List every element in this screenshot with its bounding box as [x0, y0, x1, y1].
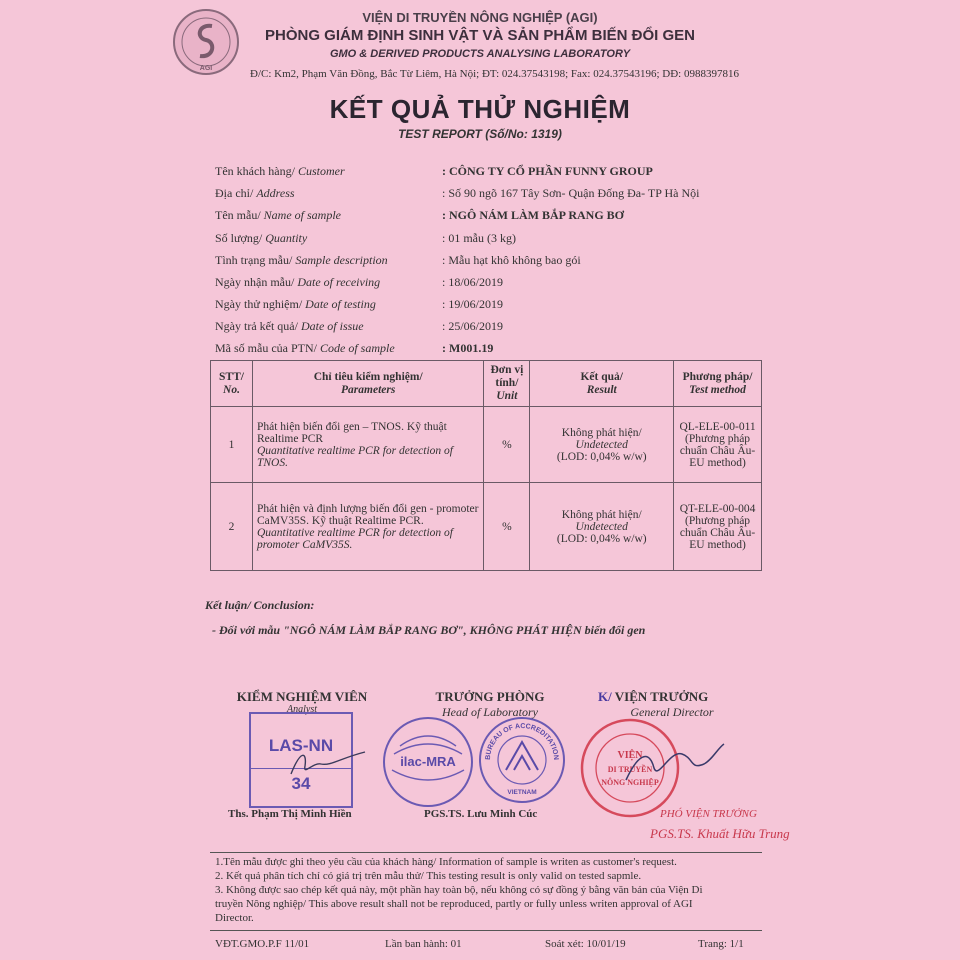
info-label-address: Địa chỉ/ Address: [215, 186, 295, 200]
row-method: QL-ELE-00-011 (Phương pháp chuẩn Châu Âu-EU method): [674, 407, 762, 483]
report-number: TEST REPORT (Số/No: 1319): [398, 127, 562, 141]
info-label-date-testing: Ngày thử nghiệm/ Date of testing: [215, 297, 376, 311]
page-number: Trang: 1/1: [698, 938, 744, 950]
form-code: VĐT.GMO.P.F 11/01: [215, 938, 310, 950]
conclusion-text: - Đối với mẫu "NGÔ NÁM LÀM BẮP RANG BƠ", KHÔNG PHÁT HIỆN biến đổi gen: [212, 623, 646, 637]
header-method: Phương pháp/ Test method: [674, 361, 762, 407]
svg-text:BUREAU OF ACCREDITATION: BUREAU OF ACCREDITATION: [484, 722, 560, 761]
footnote-divider: [210, 852, 762, 853]
director-title-en: General Director: [630, 705, 714, 719]
svg-text:VIETNAM: VIETNAM: [507, 789, 537, 796]
table-row: [211, 483, 762, 571]
info-value-date-receiving: : 18/06/2019: [442, 275, 504, 289]
institute-name: VIỆN DI TRUYỀN NÔNG NGHIỆP (AGI): [362, 10, 598, 25]
footnote-1: 1.Tên mẫu được ghi theo yêu cầu của khách hàng/ Information of sample is writen as customer's request.: [215, 856, 677, 868]
svg-text:ilac-MRA: ilac-MRA: [400, 754, 456, 769]
svg-text:NÔNG NGHIỆP: NÔNG NGHIỆP: [601, 778, 659, 787]
analyst-stamp-top: LAS-NN: [268, 736, 334, 755]
footnote-3-cont: truyền Nông nghiệp/ This above result shall not be reproduced, partly or fully unless writen approval of AGI: [215, 898, 693, 910]
row-parameter: Phát hiện và định lượng biến đổi gen - promoter CaMV35S. Kỹ thuật Realtime PCR. Quantitative realtime PCR for detection of promoter CaMV35S.: [252, 483, 483, 571]
analyst-stamp-bottom: 34: [291, 774, 311, 793]
info-value-customer: : CÔNG TY CỔ PHẦN FUNNY GROUP: [442, 164, 653, 178]
info-label-date-issue: Ngày trả kết quả/ Date of issue: [215, 319, 364, 333]
analyst-signature-icon: [261, 744, 371, 784]
info-value-quantity: : 01 mẫu (3 kg): [442, 231, 516, 245]
footnote-3: 3. Không được sao chép kết quả này, một phần hay toàn bộ, nếu không có sự đồng ý bằng văn bản của Viện Di: [215, 884, 703, 896]
svg-text:DI TRUYỀN: DI TRUYỀN: [607, 765, 653, 774]
address-line: Đ/C: Km2, Phạm Văn Đồng, Bắc Từ Liêm, Hà Nội; ĐT: 024.37543198; Fax: 024.37543196; DĐ: 0988397816: [250, 68, 739, 80]
analyst-name: Ths. Phạm Thị Minh Hiền: [228, 808, 352, 820]
svg-text:VIỆN: VIỆN: [617, 750, 643, 761]
row-unit: %: [484, 407, 530, 483]
results-table: [210, 360, 762, 571]
conclusion-heading: Kết luận/ Conclusion:: [205, 598, 315, 612]
row-unit: %: [484, 483, 530, 571]
department-name: PHÒNG GIÁM ĐỊNH SINH VẬT VÀ SẢN PHẨM BIẾN ĐỔI GEN: [264, 27, 696, 44]
row-parameter: Phát hiện biến đổi gen – TNOS. Kỹ thuật Realtime PCR Quantitative realtime PCR for detection of TNOS.: [252, 407, 483, 483]
ilac-seal-icon: [380, 714, 476, 810]
info-label-sample-name: Tên mẫu/ Name of sample: [215, 208, 341, 222]
footnote-3-end: Director.: [215, 912, 254, 924]
info-value-address: : Số 90 ngõ 167 Tây Sơn- Quận Đống Đa- TP Hà Nội: [442, 186, 700, 200]
info-value-sample-description: : Mẫu hạt khô không bao gói: [442, 253, 581, 267]
info-label-code-sample: Mã số mẫu của PTN/ Code of sample: [215, 341, 395, 355]
info-value-date-testing: : 19/06/2019: [442, 297, 504, 311]
director-signature-icon: [620, 740, 730, 790]
edition: Lần ban hành: 01: [385, 938, 462, 950]
table-header-row: [211, 361, 762, 407]
info-label-date-receiving: Ngày nhận mẫu/ Date of receiving: [215, 275, 381, 289]
head-title: TRƯỞNG PHÒNG: [435, 689, 545, 704]
row-result: Không phát hiện/ Undetected (LOD: 0,04% w/w): [530, 407, 674, 483]
director-title: K/ VIỆN TRƯỞNG: [598, 689, 709, 704]
info-label-quantity: Số lượng/ Quantity: [215, 231, 308, 245]
analyst-title: KIỂM NGHIỆM VIÊN: [236, 689, 368, 704]
info-value-date-issue: : 25/06/2019: [442, 319, 504, 333]
accreditation-seal-icon: [476, 714, 568, 806]
review-date: Soát xét: 10/01/19: [545, 938, 626, 950]
bottom-divider: [210, 930, 762, 931]
head-name: PGS.TS. Lưu Minh Cúc: [424, 808, 538, 820]
analyst-title-en: Analyst: [287, 704, 317, 715]
row-method: QT-ELE-00-004 (Phương pháp chuẩn Châu Âu-EU method): [674, 483, 762, 571]
deputy-director-title: PHÓ VIỆN TRƯỞNG: [660, 808, 757, 820]
info-label-sample-description: Tình trạng mẫu/ Sample description: [215, 253, 388, 267]
footnote-2: 2. Kết quả phân tích chỉ có giá trị trên mẫu thử/ This testing result is only valid on tested sapmle.: [215, 870, 642, 882]
header-parameters: Chỉ tiêu kiểm nghiệm/ Parameters: [252, 361, 483, 407]
analyst-stamp: [249, 712, 353, 808]
head-title-en: Head of Laboratory: [442, 705, 538, 719]
department-name-en: GMO & DERIVED PRODUCTS ANALYSING LABORATORY: [329, 48, 631, 60]
info-value-code-sample: : M001.19: [442, 341, 494, 355]
deputy-director-name: PGS.TS. Khuất Hữu Trung: [650, 826, 790, 841]
row-result: Không phát hiện/ Undetected (LOD: 0,04% w/w): [530, 483, 674, 571]
info-value-sample-name: : NGÔ NÁM LÀM BẮP RANG BƠ: [442, 208, 624, 222]
header-unit: Đơn vị tính/ Unit: [484, 361, 530, 407]
info-label-customer: Tên khách hàng/ Customer: [215, 164, 345, 178]
page-title: KẾT QUẢ THỬ NGHIỆM: [329, 94, 631, 124]
row-number: 2: [211, 483, 253, 571]
header-stt: STT/ No.: [211, 361, 253, 407]
header-result: Kết quả/ Result: [530, 361, 674, 407]
table-row: [211, 407, 762, 483]
director-mark: K/: [598, 689, 612, 704]
row-number: 1: [211, 407, 253, 483]
svg-text:AGI: AGI: [199, 65, 213, 72]
